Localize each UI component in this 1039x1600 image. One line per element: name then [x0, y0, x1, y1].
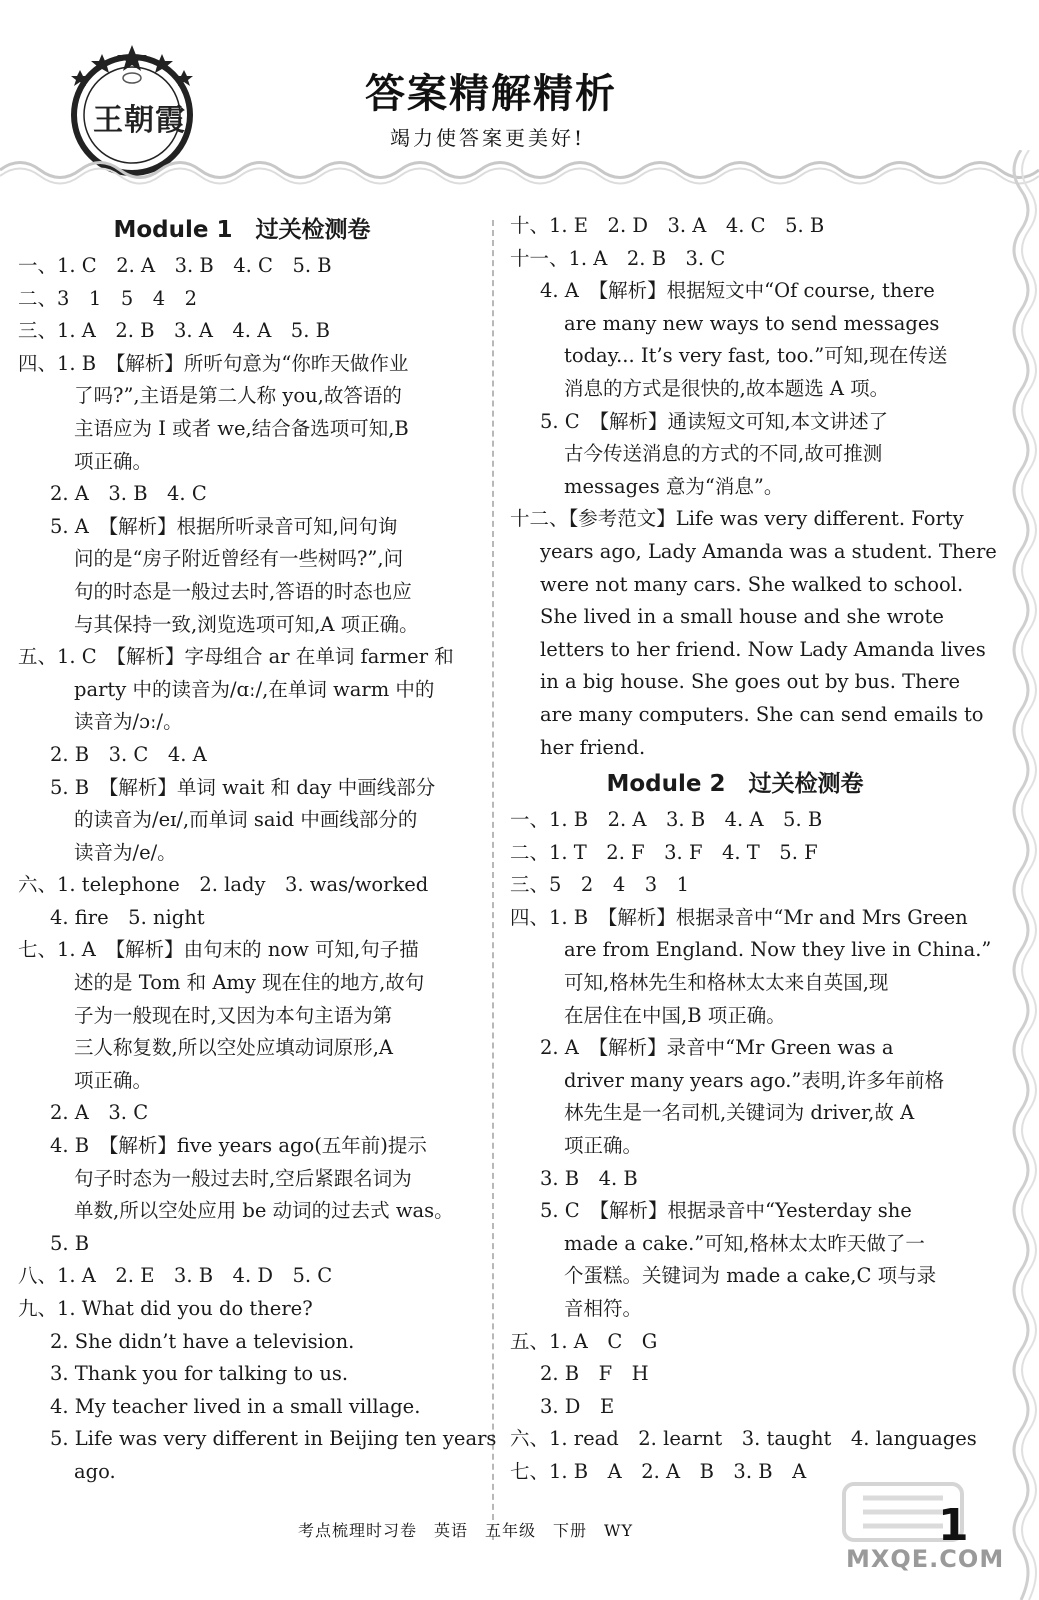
answer-line: 句子时态为一般过去时,空后紧跟名词为	[74, 1166, 412, 1190]
page-title: 答案精解精析	[365, 71, 617, 117]
answer-line: 5. A 【解析】根据所听录音可知,问句询	[50, 514, 398, 538]
answer-line: 2. A 3. B 4. C	[50, 482, 207, 506]
answer-line: 七、1. B A 2. A B 3. B A	[510, 1459, 807, 1483]
module-heading: Module 1 过关检测卷	[113, 217, 371, 243]
answer-line: 5. B 【解析】单词 wait 和 day 中画线部分	[50, 775, 436, 799]
answer-line: 4. B 【解析】five years ago(五年前)提示	[50, 1134, 427, 1158]
answer-line: 十、1. E 2. D 3. A 4. C 5. B	[510, 214, 825, 237]
answer-line: 二、3 1 5 4 2	[18, 286, 198, 310]
answer-line: 3. D E	[540, 1394, 615, 1418]
answer-line: 三人称复数,所以空处应填动词原形,A	[74, 1036, 393, 1060]
answer-line: 4. My teacher lived in a small village.	[50, 1394, 421, 1418]
page-number: 1	[938, 1500, 969, 1551]
answer-line: 五、1. A C G	[510, 1329, 658, 1353]
answer-line: driver many years ago.”表明,许多年前格	[564, 1068, 945, 1092]
answer-line: letters to her friend. Now Lady Amanda lives	[540, 637, 986, 661]
column-divider	[492, 220, 494, 1540]
page-subtitle: 竭力使答案更美好!	[390, 126, 586, 150]
answer-line: made a cake.”可知,格林太太昨天做了一	[564, 1231, 925, 1255]
answer-line: 消息的方式是很快的,故本题选 A 项。	[564, 376, 890, 400]
answer-line: messages 意为“消息”。	[564, 474, 784, 498]
answer-line: 5. C 【解析】根据录音中“Yesterday she	[540, 1199, 912, 1223]
answer-line: 2. B F H	[540, 1362, 649, 1386]
answer-line: She lived in a small house and she wrote	[540, 605, 944, 629]
answer-line: 七、1. A 【解析】由句末的 now 可知,句子描	[18, 938, 419, 962]
answer-line: 一、1. C 2. A 3. B 4. C 5. B	[18, 254, 332, 277]
answer-line: 主语应为 I 或者 we,结合备选项可知,B	[74, 416, 409, 440]
answer-line: 5. B	[50, 1231, 90, 1255]
answer-line: 五、1. C 【解析】字母组合 ar 在单词 farmer 和	[18, 645, 454, 669]
answer-line: were not many cars. She walked to school.	[540, 572, 964, 596]
answer-line: 三、5 2 4 3 1	[510, 873, 690, 897]
header-wave-border	[0, 150, 1039, 190]
answer-line: 5. Life was very different in Beijing ten years	[50, 1427, 497, 1451]
answer-line: 林先生是一名司机,关键词为 driver,故 A	[564, 1101, 915, 1125]
answer-line: 一、1. B 2. A 3. B 4. A 5. B	[510, 808, 823, 832]
answer-line: are from England. Now they live in China.”	[564, 938, 992, 962]
answer-line: 项正确。	[74, 449, 153, 473]
answer-line: 了吗?”,主语是第二人称 you,故答语的	[74, 384, 402, 408]
answer-line: 3. Thank you for talking to us.	[50, 1362, 349, 1386]
answer-line: 2. A 【解析】录音中“Mr Green was a	[540, 1036, 894, 1060]
answer-line: 2. B 3. C 4. A	[50, 742, 207, 766]
answer-line: 2. She didn’t have a television.	[50, 1329, 355, 1353]
answer-line: 三、1. A 2. B 3. A 4. A 5. B	[18, 319, 330, 343]
module-heading: Module 2 过关检测卷	[606, 771, 864, 798]
answer-line: 音相符。	[564, 1297, 643, 1320]
answer-line: 读音为/e/。	[74, 840, 177, 864]
answer-line: 十二、【参考范文】Life was very different. Forty	[510, 507, 964, 531]
answer-line: 古今传送消息的方式的不同,故可推测	[564, 442, 883, 466]
answer-line: 八、1. A 2. E 3. B 4. D 5. C	[18, 1264, 333, 1288]
answer-line: years ago, Lady Amanda was a student. There	[540, 539, 997, 563]
answer-line: 个蛋糕。关键词为 made a cake,C 项与录	[564, 1264, 937, 1288]
answer-line: 可知,格林先生和格林太太来自英国,现	[564, 971, 889, 995]
answer-line: 句的时态是一般过去时,答语的时态也应	[74, 579, 412, 603]
answer-line: are many new ways to send messages	[564, 311, 940, 335]
answer-line: party 中的读音为/ɑː/,在单词 warm 中的	[74, 677, 435, 701]
answer-line: 问的是“房子附近曾经有一些树吗?”,问	[74, 547, 404, 571]
answer-line: 2. A 3. C	[50, 1101, 149, 1125]
logo-text: 王朝霞	[93, 103, 186, 138]
answer-line: 读音为/ɔː/。	[74, 710, 183, 734]
footer-text: 考点梳理时习卷 英语 五年级 下册 WY	[298, 1521, 634, 1540]
answer-line: 5. C 【解析】通读短文可知,本文讲述了	[540, 409, 889, 433]
answer-line: 3. B 4. B	[540, 1166, 638, 1190]
answer-line: ago.	[74, 1459, 116, 1483]
left-column	[18, 210, 497, 1489]
answer-line: 十一、1. A 2. B 3. C	[510, 246, 726, 270]
answer-line: her friend.	[540, 735, 646, 759]
answer-line: 四、1. B 【解析】根据录音中“Mr and Mrs Green	[510, 905, 968, 929]
answer-line: 述的是 Tom 和 Amy 现在住的地方,故句	[74, 971, 425, 995]
watermark-text: MXQE.COM	[846, 1545, 1005, 1573]
answer-line: 二、1. T 2. F 3. F 4. T 5. F	[510, 840, 818, 864]
answer-line: 4. A 【解析】根据短文中“Of course, there	[540, 279, 935, 303]
answer-line: 在居住在中国,B 项正确。	[564, 1003, 786, 1027]
answer-line: 九、1. What did you do there?	[18, 1297, 313, 1320]
answer-line: 的读音为/eɪ/,而单词 said 中画线部分的	[74, 808, 418, 832]
right-column	[510, 210, 997, 1489]
answer-line: 单数,所以空处应用 be 动词的过去式 was。	[74, 1199, 454, 1223]
answer-line: today... It’s very fast, too.”可知,现在传送	[564, 344, 948, 368]
answer-line: 项正确。	[564, 1134, 643, 1158]
answer-line: 与其保持一致,浏览选项可知,A 项正确。	[74, 612, 419, 636]
answer-line: 六、1. read 2. learnt 3. taught 4. languages	[510, 1427, 977, 1451]
answer-line: 项正确。	[74, 1068, 153, 1092]
answer-line: 4. fire 5. night	[50, 905, 205, 929]
right-wave-border	[1003, 150, 1039, 1600]
answer-line: in a big house. She goes out by bus. There	[540, 670, 961, 694]
answer-line: 四、1. B 【解析】所听句意为“你昨天做作业	[18, 351, 409, 375]
page-header	[0, 0, 1039, 190]
answer-line: 六、1. telephone 2. lady 3. was/worked	[18, 873, 429, 897]
answer-line: are many computers. She can send emails to	[540, 702, 984, 726]
answer-line: 子为一般现在时,又因为本句主语为第	[74, 1003, 393, 1027]
